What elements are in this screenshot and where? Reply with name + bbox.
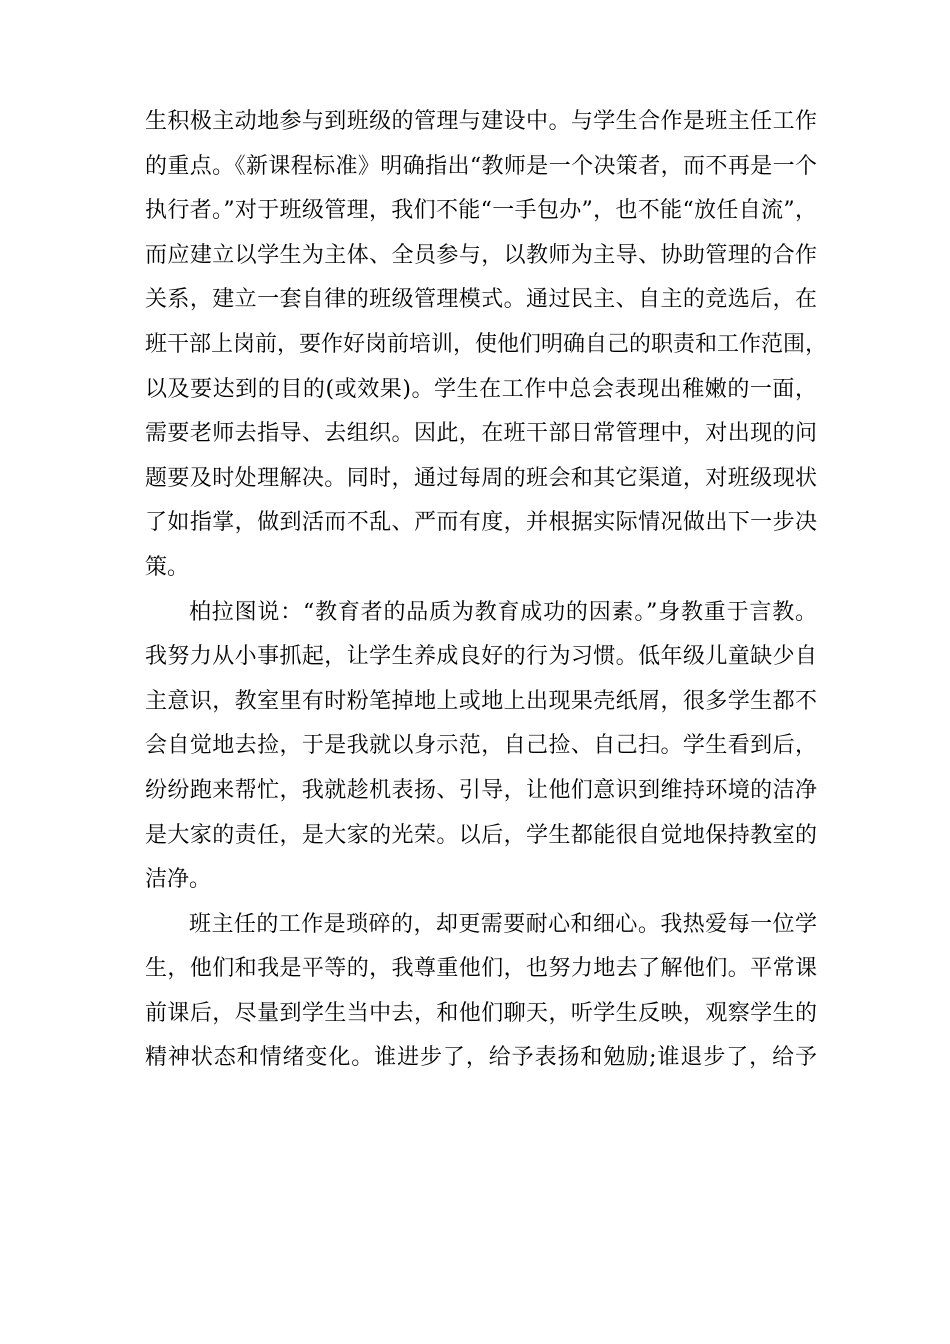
text-line: 生，他们和我是平等的，我尊重他们，也努力地去了解他们。平常课	[145, 956, 817, 982]
text-line: 是大家的责任，是大家的光荣。以后，学生都能很自觉地保持教室的	[145, 822, 817, 848]
text-line: 而应建立以学生为主体、全员参与，以教师为主导、协助管理的合作	[145, 242, 817, 268]
text-line: 我努力从小事抓起，让学生养成良好的行为习惯。低年级儿童缺少自	[145, 644, 817, 670]
paragraph-3	[145, 903, 817, 1081]
paragraph-2	[145, 591, 817, 903]
text-line: 班主任的工作是琐碎的，却更需要耐心和细心。我热爱每一位学	[189, 911, 817, 937]
text-line: 会自觉地去捡，于是我就以身示范，自己捡、自己扫。学生看到后，	[145, 733, 817, 759]
text-line: 的重点。《新课程标准》明确指出“教师是一个决策者，而不再是一个	[145, 153, 817, 179]
paragraph-1	[145, 100, 828, 591]
text-line: 了如指掌，做到活而不乱、严而有度，并根据实际情况做出下一步决	[145, 510, 817, 536]
text-line: 班干部上岗前，要作好岗前培训，使他们明确自己的职责和工作范围，	[145, 331, 828, 357]
text-line: 策。	[145, 554, 190, 580]
text-line: 以及要达到的目的(或效果)。学生在工作中总会表现出稚嫩的一面，	[145, 376, 817, 402]
text-line: 生积极主动地参与到班级的管理与建设中。与学生合作是班主任工作	[145, 109, 817, 134]
text-line: 纷纷跑来帮忙，我就趁机表扬、引导，让他们意识到维持环境的洁净	[145, 777, 817, 803]
text-line: 前课后，尽量到学生当中去，和他们聊天，听学生反映，观察学生的	[145, 1000, 817, 1026]
text-line: 柏拉图说：“教育者的品质为教育成功的因素。”身教重于言教。	[189, 599, 817, 625]
text-line: 需要老师去指导、去组织。因此，在班干部日常管理中，对出现的问	[145, 421, 817, 447]
text-line: 关系，建立一套自律的班级管理模式。通过民主、自主的竞选后，在	[145, 287, 817, 313]
text-line: 主意识，教室里有时粉笔掉地上或地上出现果壳纸屑，很多学生都不	[145, 688, 817, 714]
text-line: 精神状态和情绪变化。谁进步了，给予表扬和勉励;谁退步了，给予	[145, 1045, 817, 1071]
document-body	[145, 100, 828, 1081]
text-line: 执行者。”对于班级管理，我们不能“一手包办”，也不能“放任自流”，	[145, 198, 817, 224]
text-line: 题要及时处理解决。同时，通过每周的班会和其它渠道，对班级现状	[145, 465, 817, 491]
text-line: 洁净。	[145, 867, 212, 893]
